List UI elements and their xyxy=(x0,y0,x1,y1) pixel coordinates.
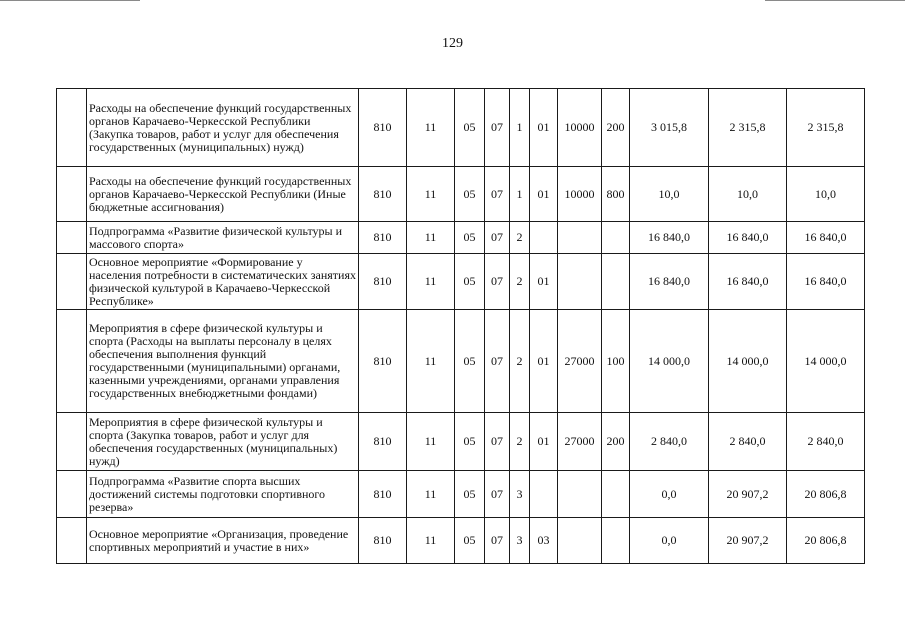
amount-year-2-cell: 10,0 xyxy=(709,167,787,222)
direction-code-cell: 27000 xyxy=(558,310,602,413)
amount-year-1-cell: 3 015,8 xyxy=(630,89,709,167)
direction-code-cell xyxy=(558,518,602,564)
ministry-code-cell: 810 xyxy=(359,89,407,167)
section-code-cell: 11 xyxy=(407,310,455,413)
subsection-code-cell: 05 xyxy=(455,471,485,518)
direction-code-cell: 27000 xyxy=(558,413,602,471)
event-code-cell: 01 xyxy=(530,254,558,310)
event-code-cell: 01 xyxy=(530,310,558,413)
ministry-code-cell: 810 xyxy=(359,254,407,310)
table-row xyxy=(57,254,865,310)
subprogram-code-cell: 2 xyxy=(510,413,530,471)
amount-year-2-cell: 2 315,8 xyxy=(709,89,787,167)
amount-year-1-cell: 16 840,0 xyxy=(630,254,709,310)
event-code-cell: 01 xyxy=(530,89,558,167)
scan-edge-right xyxy=(765,0,905,1)
row-number-cell xyxy=(57,222,87,254)
event-code-cell: 01 xyxy=(530,413,558,471)
amount-year-3-cell: 16 840,0 xyxy=(787,222,865,254)
section-code-cell: 11 xyxy=(407,222,455,254)
ministry-code-cell: 810 xyxy=(359,518,407,564)
row-number-cell xyxy=(57,254,87,310)
program-code-cell: 07 xyxy=(485,222,510,254)
description-cell: Мероприятия в сфере физической культуры и спорта (Расходы на выплаты персоналу в целях обеспечения выполнения функций государственными (муниципальными) органами, казенными учреждениями, органами управления государственных внебюджетными фондами) xyxy=(87,310,359,413)
subsection-code-cell: 05 xyxy=(455,222,485,254)
event-code-cell xyxy=(530,471,558,518)
expense-type-code-cell: 200 xyxy=(602,413,630,471)
direction-code-cell xyxy=(558,471,602,518)
description-cell: Подпрограмма «Развитие спорта высших достижений системы подготовки спортивного резерва» xyxy=(87,471,359,518)
scan-edge-left xyxy=(0,0,140,1)
expense-type-code-cell: 200 xyxy=(602,89,630,167)
row-number-cell xyxy=(57,167,87,222)
program-code-cell: 07 xyxy=(485,89,510,167)
subsection-code-cell: 05 xyxy=(455,89,485,167)
ministry-code-cell: 810 xyxy=(359,471,407,518)
subprogram-code-cell: 2 xyxy=(510,222,530,254)
table-row xyxy=(57,471,865,518)
section-code-cell: 11 xyxy=(407,471,455,518)
amount-year-3-cell: 20 806,8 xyxy=(787,471,865,518)
expense-type-code-cell xyxy=(602,471,630,518)
expense-type-code-cell: 100 xyxy=(602,310,630,413)
amount-year-3-cell: 20 806,8 xyxy=(787,518,865,564)
row-number-cell xyxy=(57,413,87,471)
amount-year-2-cell: 20 907,2 xyxy=(709,518,787,564)
table-row xyxy=(57,518,865,564)
direction-code-cell: 10000 xyxy=(558,167,602,222)
subprogram-code-cell: 2 xyxy=(510,310,530,413)
ministry-code-cell: 810 xyxy=(359,222,407,254)
amount-year-2-cell: 20 907,2 xyxy=(709,471,787,518)
row-number-cell xyxy=(57,518,87,564)
amount-year-3-cell: 16 840,0 xyxy=(787,254,865,310)
subsection-code-cell: 05 xyxy=(455,413,485,471)
ministry-code-cell: 810 xyxy=(359,310,407,413)
expense-type-code-cell xyxy=(602,222,630,254)
budget-table-body xyxy=(57,89,865,564)
amount-year-1-cell: 16 840,0 xyxy=(630,222,709,254)
subprogram-code-cell: 3 xyxy=(510,518,530,564)
amount-year-3-cell: 2 840,0 xyxy=(787,413,865,471)
table-row xyxy=(57,310,865,413)
program-code-cell: 07 xyxy=(485,167,510,222)
direction-code-cell xyxy=(558,222,602,254)
description-cell: Мероприятия в сфере физической культуры и спорта (Закупка товаров, работ и услуг для обеспечения государственных (муниципальных) нужд) xyxy=(87,413,359,471)
expense-type-code-cell xyxy=(602,518,630,564)
amount-year-1-cell: 0,0 xyxy=(630,518,709,564)
row-number-cell xyxy=(57,471,87,518)
subprogram-code-cell: 1 xyxy=(510,167,530,222)
page-number: 129 xyxy=(442,36,463,51)
amount-year-2-cell: 2 840,0 xyxy=(709,413,787,471)
amount-year-2-cell: 16 840,0 xyxy=(709,222,787,254)
section-code-cell: 11 xyxy=(407,167,455,222)
table-row xyxy=(57,167,865,222)
description-cell: Расходы на обеспечение функций государственных органов Карачаево-Черкесской Республики (Закупка товаров, работ и услуг для обеспечения государственных (муниципальных) нужд) xyxy=(87,89,359,167)
amount-year-2-cell: 16 840,0 xyxy=(709,254,787,310)
subsection-code-cell: 05 xyxy=(455,167,485,222)
event-code-cell: 03 xyxy=(530,518,558,564)
ministry-code-cell: 810 xyxy=(359,413,407,471)
table-row xyxy=(57,413,865,471)
table-row xyxy=(57,89,865,167)
amount-year-1-cell: 14 000,0 xyxy=(630,310,709,413)
subsection-code-cell: 05 xyxy=(455,254,485,310)
description-cell: Расходы на обеспечение функций государственных органов Карачаево-Черкесской Республики (Иные бюджетные ассигнования) xyxy=(87,167,359,222)
direction-code-cell xyxy=(558,254,602,310)
program-code-cell: 07 xyxy=(485,518,510,564)
section-code-cell: 11 xyxy=(407,89,455,167)
subsection-code-cell: 05 xyxy=(455,310,485,413)
program-code-cell: 07 xyxy=(485,471,510,518)
table-row xyxy=(57,222,865,254)
amount-year-1-cell: 10,0 xyxy=(630,167,709,222)
description-cell: Подпрограмма «Развитие физической культуры и массового спорта» xyxy=(87,222,359,254)
subprogram-code-cell: 3 xyxy=(510,471,530,518)
ministry-code-cell: 810 xyxy=(359,167,407,222)
program-code-cell: 07 xyxy=(485,413,510,471)
subsection-code-cell: 05 xyxy=(455,518,485,564)
section-code-cell: 11 xyxy=(407,413,455,471)
row-number-cell xyxy=(57,89,87,167)
event-code-cell xyxy=(530,222,558,254)
expense-type-code-cell: 800 xyxy=(602,167,630,222)
section-code-cell: 11 xyxy=(407,254,455,310)
direction-code-cell: 10000 xyxy=(558,89,602,167)
subprogram-code-cell: 2 xyxy=(510,254,530,310)
row-number-cell xyxy=(57,310,87,413)
subprogram-code-cell: 1 xyxy=(510,89,530,167)
description-cell: Основное мероприятие «Организация, проведение спортивных мероприятий и участие в них» xyxy=(87,518,359,564)
event-code-cell: 01 xyxy=(530,167,558,222)
section-code-cell: 11 xyxy=(407,518,455,564)
amount-year-1-cell: 0,0 xyxy=(630,471,709,518)
amount-year-2-cell: 14 000,0 xyxy=(709,310,787,413)
program-code-cell: 07 xyxy=(485,310,510,413)
expense-type-code-cell xyxy=(602,254,630,310)
program-code-cell: 07 xyxy=(485,254,510,310)
amount-year-3-cell: 2 315,8 xyxy=(787,89,865,167)
amount-year-3-cell: 10,0 xyxy=(787,167,865,222)
description-cell: Основное мероприятие «Формирование у населения потребности в систематических занятиях физической культурой в Карачаево-Черкесской Республике» xyxy=(87,254,359,310)
amount-year-1-cell: 2 840,0 xyxy=(630,413,709,471)
amount-year-3-cell: 14 000,0 xyxy=(787,310,865,413)
budget-table xyxy=(56,88,865,564)
